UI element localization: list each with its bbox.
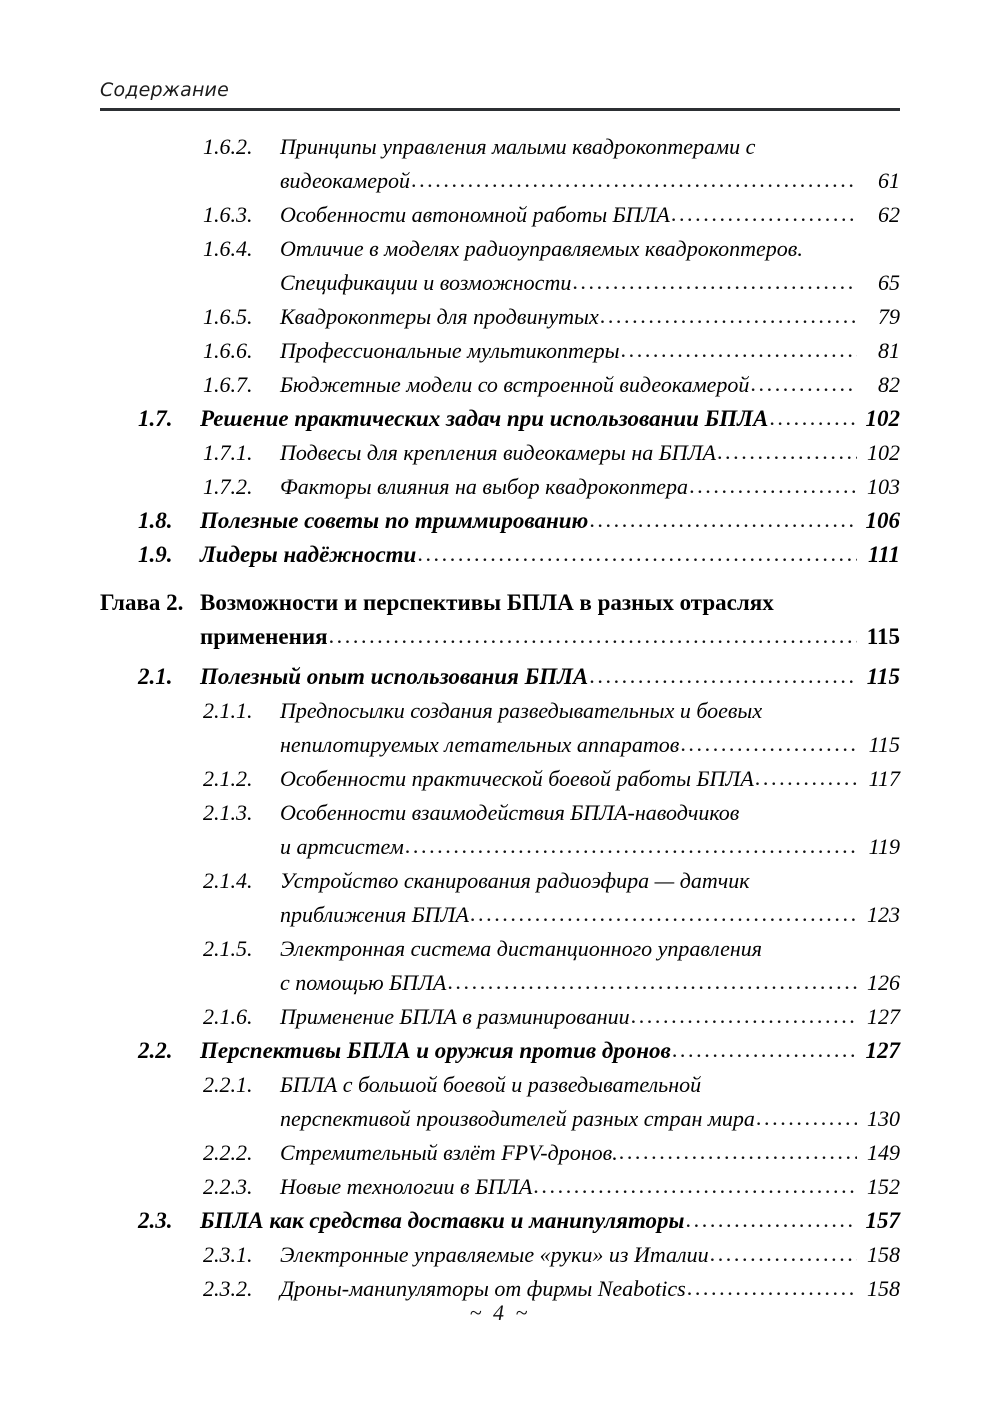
toc-entry-page-number: 82 — [878, 372, 900, 397]
toc-entry-page-number: 115 — [866, 664, 900, 689]
toc-entry-page-number: 61 — [878, 168, 900, 193]
dot-leader — [710, 1241, 857, 1267]
toc-entry-page-number: 81 — [878, 338, 900, 363]
toc-entry-line — [138, 542, 900, 576]
toc-entry-page-number: 158 — [867, 1276, 900, 1301]
dot-leader — [405, 833, 857, 859]
table-of-contents — [100, 134, 900, 1310]
toc-entry[interactable] — [203, 1072, 900, 1140]
toc-entry-title: Перспективы БПЛА и оружия против дронов — [200, 1038, 671, 1063]
toc-entry-number: 1.6.5. — [203, 304, 253, 329]
toc-entry-page-number: 123 — [867, 902, 900, 927]
toc-entry-title: БПЛА с большой боевой и разведывательной — [280, 1072, 702, 1097]
toc-entry-title: перспективой производителей разных стран мира — [280, 1106, 755, 1131]
toc-entry[interactable] — [138, 1038, 900, 1072]
toc-entry-number: 1.7.1. — [203, 440, 253, 465]
toc-entry-line — [203, 834, 900, 868]
toc-entry[interactable] — [203, 868, 900, 936]
toc-entry-title: Полезные советы по триммированию — [200, 508, 589, 533]
toc-entry-line — [203, 474, 900, 508]
page-footer — [0, 1300, 1000, 1326]
toc-entry-line — [138, 406, 900, 440]
toc-entry-line — [100, 624, 900, 658]
toc-entry-line — [138, 508, 900, 542]
toc-entry-line — [203, 800, 900, 834]
toc-entry-number: 1.6.6. — [203, 338, 253, 363]
toc-entry[interactable] — [138, 542, 900, 576]
toc-entry[interactable] — [203, 1004, 900, 1038]
toc-entry-page-number: 157 — [865, 1208, 900, 1233]
toc-entry-line — [203, 372, 900, 406]
toc-entry[interactable] — [203, 698, 900, 766]
toc-entry[interactable] — [100, 590, 900, 658]
toc-entry-title: Предпосылки создания разведывательных и боевых — [280, 698, 763, 723]
toc-entry-line — [203, 236, 900, 270]
toc-entry-number: 1.7.2. — [203, 474, 253, 499]
toc-entry[interactable] — [203, 766, 900, 800]
toc-entry-line — [203, 1174, 900, 1208]
toc-entry-page-number: 111 — [868, 542, 900, 567]
toc-entry-number: 2.1.5. — [203, 936, 253, 961]
toc-entry-title: Бюджетные модели со встроенной видеокамерой — [280, 372, 750, 397]
toc-entry[interactable] — [138, 508, 900, 542]
toc-entry-title: Лидеры надёжности — [200, 542, 417, 567]
toc-entry-page-number: 126 — [867, 970, 900, 995]
toc-entry-title: непилотируемых летательных аппаратов — [280, 732, 680, 757]
toc-entry-line — [203, 168, 900, 202]
toc-entry[interactable] — [203, 202, 900, 236]
toc-entry[interactable] — [203, 440, 900, 474]
toc-entry-page-number: 158 — [867, 1242, 900, 1267]
toc-entry[interactable] — [203, 1242, 900, 1276]
toc-entry-page-number: 79 — [878, 304, 900, 329]
toc-entry-number: 2.1. — [138, 664, 173, 689]
dot-leader — [671, 201, 857, 227]
dot-leader — [329, 623, 857, 649]
dot-leader — [680, 731, 857, 757]
toc-entry-number: 2.1.3. — [203, 800, 253, 825]
dot-leader — [572, 269, 857, 295]
dot-leader — [717, 439, 857, 465]
toc-entry-title: Электронная система дистанционного управления — [280, 936, 763, 961]
toc-entry-title: Принципы управления малыми квадрокоптерами с — [280, 134, 756, 159]
dot-leader — [600, 303, 857, 329]
toc-entry-title: применения — [200, 624, 328, 649]
dot-leader — [470, 901, 857, 927]
dot-leader — [672, 1037, 857, 1063]
toc-entry-line — [203, 936, 900, 970]
toc-entry[interactable] — [203, 338, 900, 372]
toc-entry-line — [203, 868, 900, 902]
toc-entry-title: Применение БПЛА в разминировании — [280, 1004, 630, 1029]
toc-entry-title: Стремительный взлёт FPV-дронов. — [280, 1140, 618, 1165]
toc-entry-line — [203, 338, 900, 372]
toc-entry-title: Полезный опыт использования БПЛА — [200, 664, 589, 689]
toc-entry-line — [203, 1004, 900, 1038]
header-divider-rule — [100, 108, 900, 111]
toc-entry-title: БПЛА как средства доставки и манипуляторы — [200, 1208, 685, 1233]
dot-leader — [533, 1173, 857, 1199]
dot-leader — [631, 1003, 857, 1029]
toc-entry-line — [203, 902, 900, 936]
toc-entry-number: 1.6.2. — [203, 134, 253, 159]
toc-entry-line — [203, 202, 900, 236]
toc-entry-line — [203, 732, 900, 766]
toc-entry-title: и артсистем — [280, 834, 404, 859]
toc-entry-title: Электронные управляемые «руки» из Италии — [280, 1242, 709, 1267]
dot-leader — [411, 167, 857, 193]
dot-leader — [769, 405, 857, 431]
toc-entry-title: Возможности и перспективы БПЛА в разных отраслях — [200, 590, 774, 615]
toc-entry-page-number: 115 — [868, 732, 900, 757]
toc-entry-number: 2.2.1. — [203, 1072, 253, 1097]
toc-entry-page-number: 102 — [865, 406, 900, 431]
toc-entry-line — [138, 1208, 900, 1242]
toc-entry-number: 2.1.1. — [203, 698, 253, 723]
toc-entry-title: Отличие в моделях радиоуправляемых квадрокоптеров. — [280, 236, 803, 261]
dot-leader — [689, 473, 857, 499]
toc-entry[interactable] — [138, 406, 900, 440]
toc-entry[interactable] — [203, 1174, 900, 1208]
toc-entry[interactable] — [203, 936, 900, 1004]
toc-entry-line — [203, 304, 900, 338]
toc-entry-number: 1.9. — [138, 542, 173, 567]
toc-entry-line — [203, 698, 900, 732]
toc-entry-line — [203, 270, 900, 304]
toc-entry-line — [203, 970, 900, 1004]
dot-leader — [589, 507, 857, 533]
dot-leader — [686, 1207, 857, 1233]
dot-leader — [687, 1275, 857, 1301]
toc-entry-page-number: 119 — [868, 834, 900, 859]
toc-entry[interactable] — [138, 664, 900, 698]
toc-entry-page-number: 127 — [865, 1038, 900, 1063]
toc-entry-number: 2.3.2. — [203, 1276, 253, 1301]
toc-entry-line — [203, 134, 900, 168]
toc-entry-page-number: 103 — [867, 474, 900, 499]
toc-entry-number: 1.6.7. — [203, 372, 253, 397]
toc-entry-title: с помощью БПЛА — [280, 970, 447, 995]
toc-entry-title: Квадрокоптеры для продвинутых — [280, 304, 599, 329]
toc-entry-title: Решение практических задач при использовании БПЛА — [200, 406, 769, 431]
toc-entry-page-number: 127 — [867, 1004, 900, 1029]
toc-entry-title: Дроны-манипуляторы от фирмы Neabotics — [280, 1276, 686, 1301]
dot-leader — [417, 541, 857, 567]
toc-entry-title: Особенности взаимодействия БПЛА-наводчиков — [280, 800, 740, 825]
toc-entry-number: 2.2.2. — [203, 1140, 253, 1165]
toc-entry-page-number: 130 — [867, 1106, 900, 1131]
toc-entry-number: 1.6.4. — [203, 236, 253, 261]
toc-entry-number: 2.3.1. — [203, 1242, 253, 1267]
toc-entry-line — [203, 440, 900, 474]
toc-entry-page-number: 149 — [867, 1140, 900, 1165]
toc-entry-title: Особенности автономной работы БПЛА — [280, 202, 670, 227]
toc-entry-title: Спецификации и возможности — [280, 270, 572, 295]
toc-entry-number: 1.6.3. — [203, 202, 253, 227]
toc-entry-number: 1.7. — [138, 406, 173, 431]
dot-leader — [755, 765, 857, 791]
toc-entry-title: Подвесы для крепления видеокамеры на БПЛА — [280, 440, 716, 465]
toc-entry-title: Устройство сканирования радиоэфира — датчик — [280, 868, 750, 893]
toc-entry-number: 2.2. — [138, 1038, 173, 1063]
toc-entry-page-number: 106 — [865, 508, 900, 533]
toc-entry-title: Факторы влияния на выбор квадрокоптера — [280, 474, 689, 499]
toc-entry[interactable] — [203, 304, 900, 338]
toc-entry-title: видеокамерой — [280, 168, 410, 193]
toc-entry-page-number: 65 — [878, 270, 900, 295]
dot-leader — [619, 1139, 857, 1165]
toc-entry[interactable] — [203, 1140, 900, 1174]
toc-entry-number: 2.1.2. — [203, 766, 253, 791]
toc-entry-page-number: 152 — [867, 1174, 900, 1199]
toc-entry-line — [138, 1038, 900, 1072]
toc-entry-line — [203, 1072, 900, 1106]
toc-entry[interactable] — [203, 372, 900, 406]
toc-entry[interactable] — [203, 134, 900, 202]
toc-entry-number: 2.1.6. — [203, 1004, 253, 1029]
toc-entry-line — [203, 766, 900, 800]
toc-entry-page-number: 62 — [878, 202, 900, 227]
toc-entry[interactable] — [203, 800, 900, 868]
dot-leader — [750, 371, 857, 397]
dot-leader — [447, 969, 857, 995]
dot-leader — [621, 337, 857, 363]
toc-entry-title: Профессиональные мультикоптеры — [280, 338, 620, 363]
toc-entry-line — [203, 1140, 900, 1174]
toc-entry-page-number: 102 — [867, 440, 900, 465]
block-spacer — [100, 576, 900, 590]
toc-entry-page-number: 117 — [868, 766, 900, 791]
toc-entry-line — [203, 1106, 900, 1140]
toc-entry-title: Новые технологии в БПЛА — [280, 1174, 533, 1199]
toc-entry-title: Особенности практической боевой работы БПЛА — [280, 766, 754, 791]
running-head-text: Содержание — [100, 79, 229, 101]
toc-entry-page-number: 115 — [866, 624, 900, 649]
toc-entry-title: приближения БПЛА — [280, 902, 469, 927]
toc-entry-number: 2.3. — [138, 1208, 173, 1233]
dot-leader — [756, 1105, 857, 1131]
page-number: ~ 4 ~ — [469, 1300, 531, 1325]
running-head — [100, 78, 900, 102]
toc-entry[interactable] — [203, 474, 900, 508]
toc-entry-line — [138, 664, 900, 698]
toc-entry[interactable] — [203, 236, 900, 304]
toc-entry-number: 1.8. — [138, 508, 173, 533]
toc-entry-number: 2.2.3. — [203, 1174, 253, 1199]
dot-leader — [589, 663, 857, 689]
toc-entry-line — [100, 590, 900, 624]
toc-entry-line — [203, 1242, 900, 1276]
toc-entry[interactable] — [138, 1208, 900, 1242]
toc-entry-number: 2.1.4. — [203, 868, 253, 893]
toc-entry-number: Глава 2. — [100, 590, 184, 615]
